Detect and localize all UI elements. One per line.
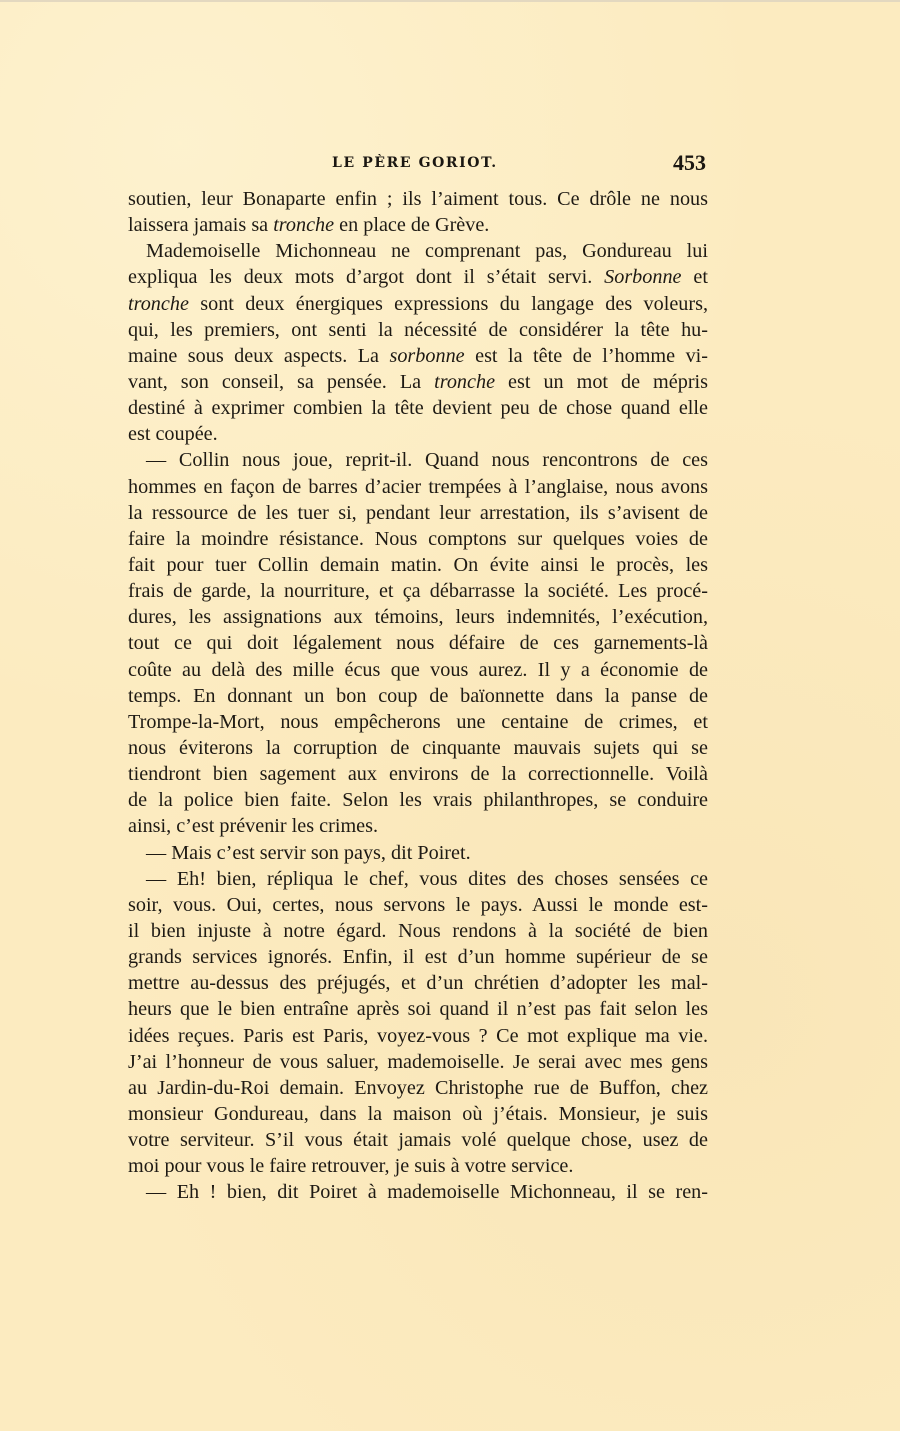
text-fragment: expliqua les deux mots d’argot dont il s’était servi. [128,266,605,289]
text-line: heurs que le bien entraîne après soi quand il n’est pas fait selon les [128,998,708,1021]
text-line: — Eh ! bien, dit Poiret à mademoiselle Michonneau, il se ren- [146,1181,708,1204]
text-line: au Jardin-du-Roi demain. Envoyez Christophe rue de Buffon, chez [128,1076,708,1099]
italic-term: tronche [128,292,189,315]
text-line [128,369,708,395]
text-line: — Eh! bien, répliqua le chef, vous dites des choses sensées ce [146,867,708,890]
page-top-edge [0,0,900,2]
italic-term: tronche [273,214,335,237]
text-line: coûte au delà des mille écus que vous aurez. Il y a économie de [128,658,708,681]
text-line: soutien, leur Bonaparte enfin ; ils l’aiment tous. Ce drôle ne nous [128,188,708,210]
text-line: hommes en façon de barres d’acier trempées à l’anglaise, nous avons [128,475,708,498]
text-line: mettre au-dessus des préjugés, et d’un chrétien d’adopter les mal- [128,972,708,995]
text-line: de la police bien faite. Selon les vrais philanthropes, se conduire [128,789,708,812]
text-line: tout ce qui doit légalement nous défaire de ces garnements-là [128,632,708,655]
text-line: frais de garde, la nourriture, et ça débarrasse la société. Les procé- [128,580,708,603]
text-line: tiendront bien sagement aux environs de la correctionnelle. Voilà [128,763,708,786]
text-line: monsieur Gondureau, dans la maison où j’étais. Monsieur, je suis [128,1102,708,1125]
text-line: la ressource de les tuer si, pendant leur arrestation, ils s’avisent de [128,501,708,524]
text-fragment: et [681,266,708,289]
text-fragment: laissera jamais sa [128,214,274,237]
text-line: votre serviteur. S’il vous était jamais volé quelque chose, usez de [128,1129,708,1152]
page-number: 453 [673,150,706,175]
text-fragment: est un mot de mépris [495,370,709,393]
text-line: destiné à exprimer combien la tête devient peu de chose quand elle [128,397,708,420]
italic-term: tronche [434,370,496,393]
text-line: ainsi, c’est prévenir les crimes. [128,815,379,838]
text-line: Trompe-la-Mort, nous empêcherons une centaine de crimes, et [128,710,708,733]
text-fragment: vant, son conseil, sa pensée. La [128,370,435,393]
text-fragment: maine sous deux aspects. La [128,344,390,367]
italic-term: sorbonne [389,344,465,367]
text-line: J’ai l’honneur de vous saluer, mademoiselle. Je serai avec mes gens [128,1050,708,1073]
text-line: nous éviterons la corruption de cinquante mauvais sujets qui se [128,736,708,759]
text-line: fait pour tuer Collin demain matin. On évite ainsi le procès, les [128,553,708,576]
text-line: Mademoiselle Michonneau ne comprenant pas, Gondureau lui [146,240,708,263]
running-head [128,150,708,182]
text-line: qui, les premiers, ont senti la nécessité de considérer la tête hu- [128,318,708,341]
text-line [128,264,708,290]
text-line: soir, vous. Oui, certes, nous servons le pays. Aussi le monde est- [128,893,708,916]
running-title: LE PÈRE GORIOT. [332,155,498,171]
text-line [128,291,708,317]
text-line [128,212,708,238]
text-line: — Collin nous joue, reprit-il. Quand nous rencontrons de ces [146,449,708,472]
text-line: moi pour vous le faire retrouver, je suis à votre service. [128,1155,574,1178]
text-fragment: sont deux énergiques expressions du langage des voleurs, [188,292,708,315]
text-fragment: en place de Grève. [334,214,490,237]
text-line: grands services ignorés. Enfin, il est d’un homme supérieur de se [128,946,708,969]
text-line: dures, les assignations aux témoins, leurs indemnités, l’exécution, [128,606,708,629]
text-line [128,343,708,369]
text-line: est coupée. [128,423,218,446]
italic-term: Sorbonne [604,266,682,289]
text-line: idées reçues. Paris est Paris, voyez-vous ? Ce mot explique ma vie. [128,1024,708,1047]
text-line: — Mais c’est servir son pays, dit Poiret. [146,841,471,864]
text-fragment: est la tête de l’homme vi- [464,344,708,367]
book-page [128,150,708,1205]
text-line: temps. En donnant un bon coup de baïonnette dans la panse de [128,684,708,707]
body-text [128,186,708,1205]
text-line: faire la moindre résistance. Nous comptons sur quelques voies de [128,527,708,550]
text-line: il bien injuste à notre égard. Nous rendons à la société de bien [128,919,708,942]
